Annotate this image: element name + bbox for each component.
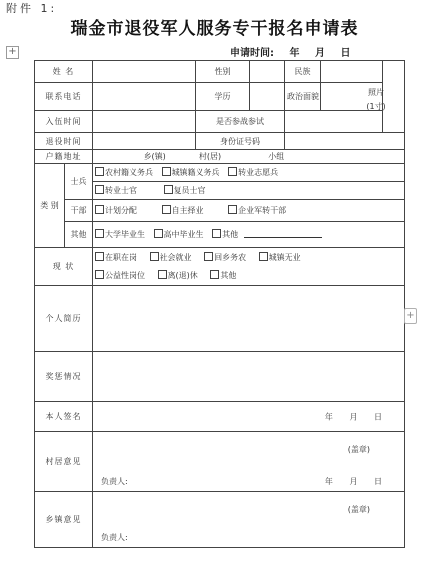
- opt-status-other[interactable]: [210, 271, 236, 280]
- opt-label: 大学毕业生: [105, 230, 146, 239]
- township-seal: (盖章): [347, 505, 371, 514]
- opt-unemployed[interactable]: [259, 253, 301, 262]
- signature-date: [325, 411, 382, 422]
- village-opinion-value[interactable]: [93, 432, 405, 492]
- opt-label: 在职在岗: [105, 252, 138, 262]
- opt-label: 复员士官: [173, 186, 206, 195]
- checkbox-icon: [228, 205, 237, 214]
- political-label: 政治面貌: [285, 83, 321, 111]
- row-awards: [35, 352, 405, 402]
- village-opinion-label: 村居意见: [35, 432, 93, 492]
- soldier-options-2: [93, 182, 405, 200]
- apply-date: [230, 44, 362, 59]
- name-value[interactable]: [93, 61, 196, 83]
- education-value[interactable]: [250, 83, 285, 111]
- table-move-handle-icon[interactable]: +: [6, 46, 19, 59]
- row-other: [35, 222, 405, 248]
- ethnic-value[interactable]: [321, 61, 383, 83]
- opt-label: 高中毕业生: [163, 230, 204, 239]
- checkbox-icon: [154, 229, 163, 238]
- opt-urban-conscript[interactable]: [162, 168, 220, 177]
- expand-handle-icon[interactable]: +: [404, 308, 417, 324]
- opt-label: 城镇无业: [268, 252, 301, 262]
- combat-label: 是否参战参试: [196, 111, 285, 133]
- soldier-options-1: [93, 164, 405, 182]
- name-label: 姓 名: [35, 61, 93, 83]
- checkbox-icon: [95, 270, 104, 279]
- status-options: [93, 248, 405, 286]
- apply-month: 月: [314, 48, 325, 59]
- opt-label: 企业军转干部: [238, 206, 287, 215]
- photo-size: (1寸): [366, 102, 386, 111]
- awards-value[interactable]: [93, 352, 405, 402]
- row-cadre: [35, 200, 405, 222]
- row-name: [35, 61, 405, 83]
- signature-label: 本人签名: [35, 402, 93, 432]
- photo-placeholder: [348, 86, 404, 114]
- checkbox-icon: [210, 270, 219, 279]
- id-number-value[interactable]: [285, 133, 405, 150]
- village-seal: (盖章): [347, 445, 371, 454]
- enlist-date-value[interactable]: [93, 111, 196, 133]
- township-unit: 乡(镇): [143, 152, 166, 161]
- sig-year: 年: [324, 412, 333, 421]
- household-label: 户籍地址: [35, 150, 93, 164]
- signature-value[interactable]: [93, 402, 405, 432]
- household-value[interactable]: [93, 150, 405, 164]
- other-label: 其他: [65, 222, 93, 248]
- enlist-date-label: 入伍时间: [35, 111, 93, 133]
- category-label: [35, 164, 65, 248]
- opt-label: 转业士官: [105, 186, 138, 195]
- form-title: 瑞金市退役军人服务专干报名申请表: [70, 19, 359, 39]
- resume-label: 个人简历: [35, 286, 93, 352]
- village-day: 日: [374, 477, 383, 486]
- gender-label: 性别: [196, 61, 250, 83]
- soldier-label: 士兵: [65, 164, 93, 200]
- village-date: [325, 476, 382, 487]
- apply-year: 年: [289, 48, 300, 59]
- awards-label: 奖惩情况: [35, 352, 93, 402]
- checkbox-icon: [95, 252, 104, 261]
- checkbox-icon: [95, 167, 104, 176]
- gender-value[interactable]: [250, 61, 285, 83]
- other-options: [93, 222, 405, 248]
- opt-public-welfare[interactable]: [95, 271, 145, 280]
- checkbox-icon: [228, 167, 237, 176]
- resume-value[interactable]: [93, 286, 405, 352]
- opt-farming[interactable]: [204, 253, 246, 262]
- ethnic-label: 民族: [285, 61, 321, 83]
- annex-label: 附件 1:: [6, 2, 58, 15]
- opt-label: 其他: [220, 270, 237, 280]
- township-responsible: 负责人:: [101, 533, 128, 542]
- village-responsible: 负责人:: [101, 477, 128, 486]
- opt-label: 其他: [222, 230, 239, 239]
- phone-value[interactable]: [93, 83, 196, 111]
- row-retire: [35, 133, 405, 150]
- opt-label: 城镇籍义务兵: [171, 168, 220, 177]
- row-resume: [35, 286, 405, 352]
- status-label: 现 状: [35, 248, 93, 286]
- opt-label: 离(退)休: [167, 270, 198, 280]
- opt-social-employment[interactable]: [150, 253, 192, 262]
- checkbox-icon: [259, 252, 268, 261]
- row-signature: [35, 402, 405, 432]
- opt-highschool-grad[interactable]: [154, 230, 204, 239]
- opt-transfer-nco[interactable]: [95, 186, 137, 195]
- opt-employed[interactable]: [95, 253, 137, 262]
- id-number-label: 身份证号码: [196, 133, 285, 150]
- township-opinion-value[interactable]: [93, 492, 405, 548]
- opt-other[interactable]: [212, 230, 238, 239]
- opt-enterprise-cadre[interactable]: [228, 206, 286, 215]
- opt-self-employed[interactable]: [162, 206, 204, 215]
- village-month: 月: [349, 477, 358, 486]
- cadre-options: [93, 200, 405, 222]
- education-label: 学历: [196, 83, 250, 111]
- checkbox-icon: [150, 252, 159, 261]
- sig-day: 日: [374, 412, 383, 421]
- opt-label: 转业志愿兵: [238, 168, 279, 177]
- checkbox-icon: [95, 229, 104, 238]
- checkbox-icon: [162, 167, 171, 176]
- opt-planned-assignment[interactable]: [95, 206, 137, 215]
- checkbox-icon: [204, 252, 213, 261]
- opt-retired[interactable]: [158, 271, 198, 280]
- apply-date-label: 申请时间:: [230, 48, 274, 59]
- checkbox-icon: [95, 185, 104, 194]
- sig-month: 月: [349, 412, 358, 421]
- photo-label: 照片: [368, 88, 384, 97]
- township-opinion-label: 乡镇意见: [35, 492, 93, 548]
- checkbox-icon: [212, 229, 221, 238]
- village-year: 年: [324, 477, 333, 486]
- checkbox-icon: [158, 270, 167, 279]
- retire-date-label: 退役时间: [35, 133, 93, 150]
- row-township: [35, 492, 405, 548]
- opt-label: 公益性岗位: [105, 270, 146, 280]
- cadre-label: 干部: [65, 200, 93, 222]
- opt-label: 回乡务农: [214, 252, 247, 262]
- other-fill-line[interactable]: [244, 229, 322, 238]
- row-status: [35, 248, 405, 286]
- opt-demob-nco[interactable]: [164, 186, 206, 195]
- checkbox-icon: [164, 185, 173, 194]
- opt-rural-conscript[interactable]: [95, 168, 153, 177]
- opt-label: 自主择业: [171, 206, 204, 215]
- village-unit: 村(居): [198, 152, 222, 161]
- retire-date-value[interactable]: [93, 133, 196, 150]
- row-household: [35, 150, 405, 164]
- apply-day: 日: [340, 48, 351, 59]
- row-soldier-1: [35, 164, 405, 182]
- checkbox-icon: [95, 205, 104, 214]
- category-label-text: 类 别: [40, 201, 59, 210]
- opt-label: 社会就业: [159, 252, 192, 262]
- group-unit: 小组: [268, 152, 285, 161]
- opt-label: 农村籍义务兵: [105, 168, 154, 177]
- checkbox-icon: [162, 205, 171, 214]
- opt-label: 计划分配: [105, 206, 138, 215]
- opt-college-grad[interactable]: [95, 230, 145, 239]
- phone-label: 联系电话: [35, 83, 93, 111]
- opt-volunteer[interactable]: [228, 168, 278, 177]
- row-village: [35, 432, 405, 492]
- application-form-table: [34, 60, 405, 548]
